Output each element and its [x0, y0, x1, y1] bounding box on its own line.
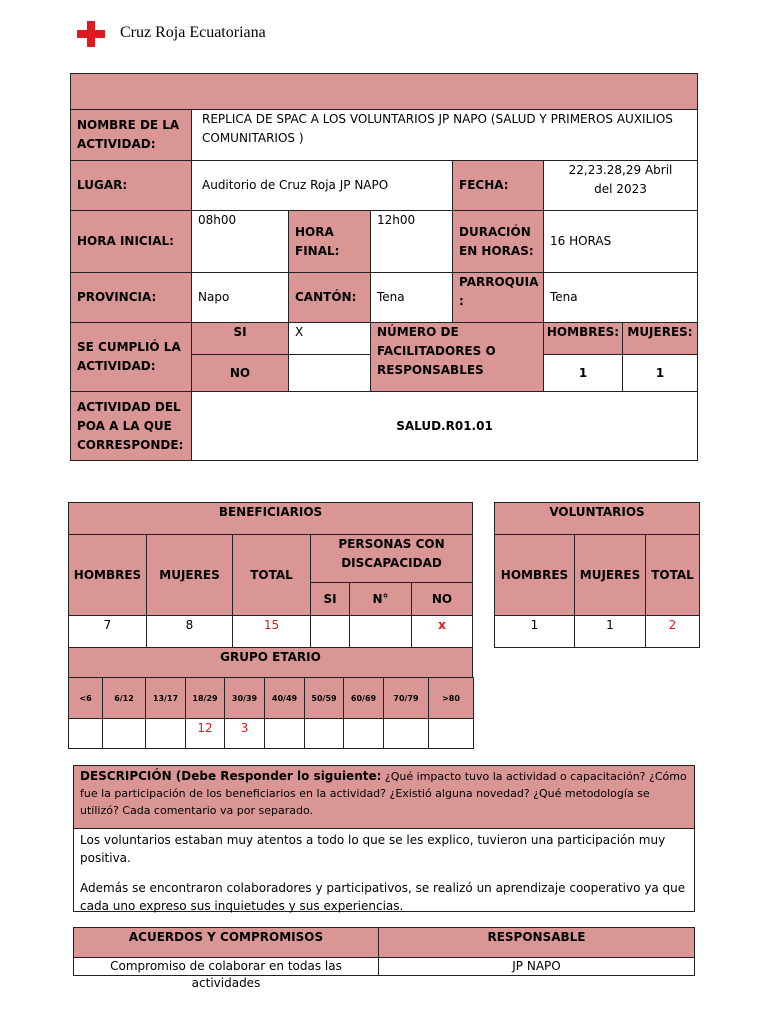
age-range-value: [145, 718, 186, 749]
poa-value: SALUD.R01.01: [191, 391, 698, 461]
facilitators-women-value: 1: [622, 354, 698, 392]
age-range-label: 50/59: [304, 677, 344, 719]
beneficiaries-women-value: 8: [146, 615, 233, 648]
province-value: Napo: [191, 272, 289, 323]
beneficiaries-total-value: 15: [232, 615, 311, 648]
age-range-value: 12: [185, 718, 225, 749]
end-time-label: HORA FINAL:: [288, 210, 371, 273]
description-header: [73, 765, 695, 829]
age-range-label: 6/12: [102, 677, 146, 719]
disability-label: PERSONAS CON DISCAPACIDAD: [310, 534, 473, 583]
place-value: Auditorio de Cruz Roja JP NAPO: [191, 160, 453, 211]
description-paragraph: Los voluntarios estaban muy atentos a todo lo que se les explico, tuvieron una participación muy positiva.: [80, 833, 666, 865]
age-range-value: [68, 718, 103, 749]
parish-value: Tena: [543, 272, 698, 323]
canton-label: CANTÓN:: [288, 272, 371, 323]
facilitators-label: NÚMERO DE FACILITADORES O RESPONSABLES: [370, 322, 544, 392]
end-time-value: 12h00: [370, 210, 453, 273]
yes-label: SI: [191, 322, 289, 355]
duration-label: DURACIÓN EN HORAS:: [452, 210, 544, 273]
age-range-label: 18/29: [185, 677, 225, 719]
volunteers-women-label: MUJERES: [574, 534, 646, 616]
start-time-value: 08h00: [191, 210, 289, 273]
facilitators-men-value: 1: [543, 354, 623, 392]
age-range-label: 30/39: [224, 677, 265, 719]
date-value: 22,23.28,29 Abril del 2023: [543, 160, 698, 211]
agreement-row-text: Compromiso de colaborar en todas las actividades: [73, 957, 379, 976]
responsible-header: RESPONSABLE: [378, 927, 695, 958]
org-name: Cruz Roja Ecuatoriana: [120, 24, 266, 41]
age-range-label: <6: [68, 677, 103, 719]
description-paragraph: Además se encontraron colaboradores y participativos, se realizó un aprendizaje cooperativo ya que cada uno expreso sus inquietudes y sus experiencias.: [80, 881, 686, 913]
activity-name-value: REPLICA DE SPAC A LOS VOLUNTARIOS JP NAPO (SALUD Y PRIMEROS AUXILIOS COMUNITARIOS ): [191, 109, 698, 161]
beneficiaries-men-value: 7: [68, 615, 147, 648]
responsible-row-text: JP NAPO: [378, 957, 695, 976]
age-range-value: [102, 718, 146, 749]
age-range-label: 60/69: [343, 677, 384, 719]
description-body: [73, 828, 695, 912]
disability-no-value: x: [411, 615, 473, 648]
beneficiaries-women-label: MUJERES: [146, 534, 233, 616]
disability-si-value: [310, 615, 350, 648]
age-range-value: [343, 718, 384, 749]
parish-label: PARROQUIA :: [452, 272, 544, 323]
disability-n-label: N°: [349, 582, 412, 616]
date-label: FECHA:: [452, 160, 544, 211]
volunteers-men-value: 1: [494, 615, 575, 648]
poa-label: ACTIVIDAD DEL POA A LA QUE CORRESPONDE:: [70, 391, 192, 461]
volunteers-title: VOLUNTARIOS: [494, 502, 700, 535]
activity-name-label: NOMBRE DE LA ACTIVIDAD:: [70, 109, 192, 161]
volunteers-men-label: HOMBRES: [494, 534, 575, 616]
place-label: LUGAR:: [70, 160, 192, 211]
beneficiaries-total-label: TOTAL: [232, 534, 311, 616]
age-range-value: [383, 718, 429, 749]
age-range-value: 3: [224, 718, 265, 749]
canton-value: Tena: [370, 272, 453, 323]
disability-no-label: NO: [411, 582, 473, 616]
age-range-value: [264, 718, 305, 749]
volunteers-total-label: TOTAL: [645, 534, 700, 616]
disability-si-label: SI: [310, 582, 350, 616]
beneficiaries-men-label: HOMBRES: [68, 534, 147, 616]
description-instructions: ¿Qué impacto tuvo la actividad o capacitación? ¿Cómo fue la participación de los beneficiarios en la actividad? ¿Existió alguna novedad? ¿Qué metodología se utilizó? Cada comentario va por separado.: [80, 770, 687, 817]
volunteers-women-value: 1: [574, 615, 646, 648]
description-title: DESCRIPCIÓN (Debe Responder lo siguiente:: [80, 769, 382, 783]
duration-value: 16 HORAS: [543, 210, 698, 273]
beneficiaries-title: BENEFICIARIOS: [68, 502, 473, 535]
activity-table-header: [70, 73, 698, 110]
age-range-label: 40/49: [264, 677, 305, 719]
disability-n-value: [349, 615, 412, 648]
age-range-label: 70/79: [383, 677, 429, 719]
facilitators-men-label: HOMBRES:: [543, 322, 623, 355]
facilitators-women-label: MUJERES:: [622, 322, 698, 355]
age-range-label: 13/17: [145, 677, 186, 719]
age-range-label: >80: [428, 677, 474, 719]
fulfilled-label: SE CUMPLIÓ LA ACTIVIDAD:: [70, 322, 192, 392]
age-range-value: [428, 718, 474, 749]
no-mark: [288, 354, 371, 392]
age-group-title: GRUPO ETARIO: [68, 647, 473, 678]
red-cross-icon: [77, 21, 105, 47]
agreements-header: ACUERDOS Y COMPROMISOS: [73, 927, 379, 958]
start-time-label: HORA INICIAL:: [70, 210, 192, 273]
province-label: PROVINCIA:: [70, 272, 192, 323]
age-range-value: [304, 718, 344, 749]
volunteers-total-value: 2: [645, 615, 700, 648]
yes-mark: X: [288, 322, 371, 355]
no-label: NO: [191, 354, 289, 392]
